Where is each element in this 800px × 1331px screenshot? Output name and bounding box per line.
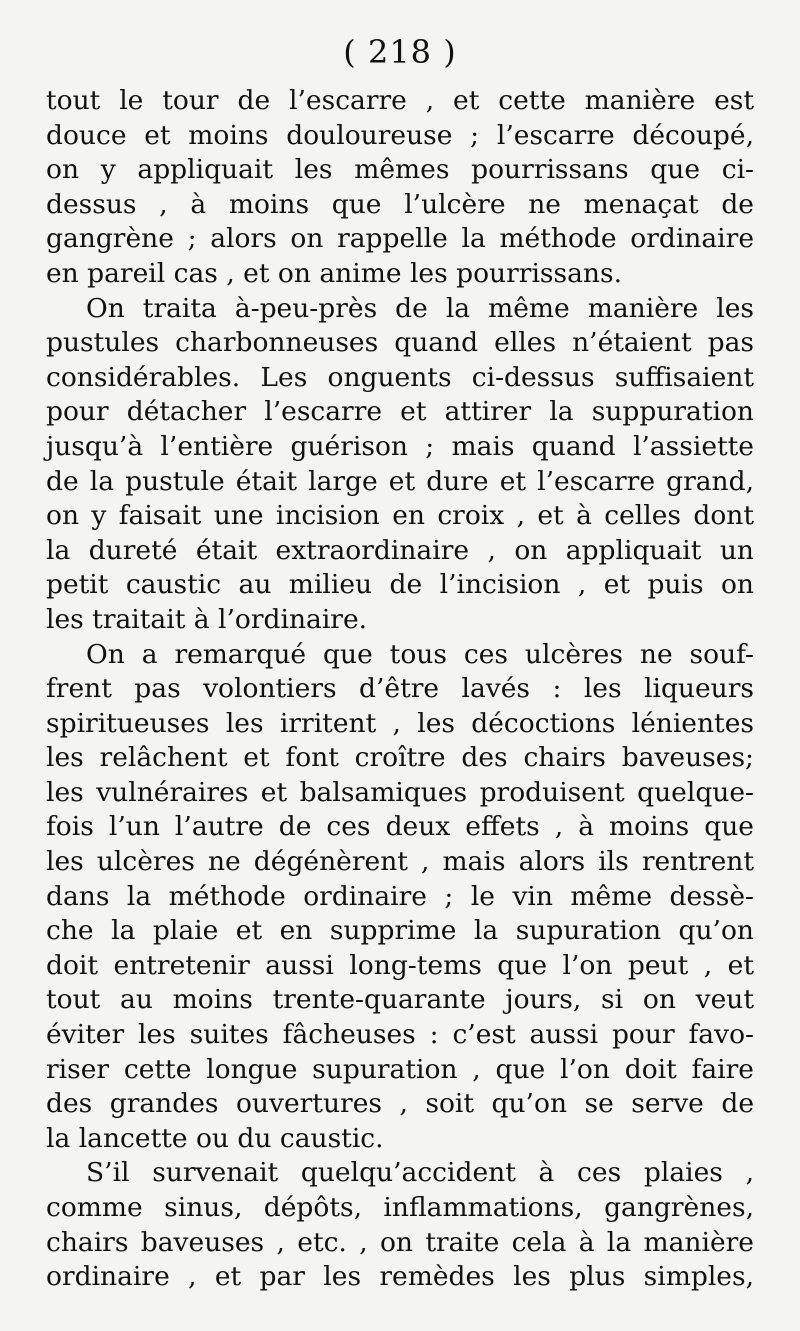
text-line: des grandes ouvertures , soit qu’on se serve de <box>46 1088 754 1120</box>
text-line: doit entretenir aussi long-tems que l’on peut , et <box>46 949 754 981</box>
text-line: tout le tour de l’escarre , et cette manière est <box>46 85 754 116</box>
text-line: che la plaie et en supprime la supuration qu’on <box>46 915 754 947</box>
text-line: jusqu’à l’entière guérison ; mais quand l’assiette <box>46 430 754 462</box>
text-line: chairs baveuses , etc. , on traite cela à la manière <box>46 1226 754 1258</box>
text-line: gangrène ; alors on rappelle la méthode ordinaire <box>46 223 754 255</box>
page-number: ( 218 ) <box>343 33 457 71</box>
text-line: douce et moins douloureuse ; l’escarre découpé, <box>46 119 754 151</box>
text-line: les ulcères ne dégénèrent , mais alors ils rentrent <box>46 846 754 878</box>
text-line: les traitait à l’ordinaire. <box>46 603 368 635</box>
text-line: de la pustule était large et dure et l’escarre grand, <box>46 465 754 497</box>
text-line: frent pas volontiers d’être lavés : les liqueurs <box>46 673 754 705</box>
text-line: comme sinus, dépôts, inflammations, gangrènes, <box>46 1192 754 1223</box>
text-line: les relâchent et font croître des chairs baveuses; <box>46 742 754 774</box>
text-line: en pareil cas , et on anime les pourrissans. <box>46 257 623 289</box>
body-text <box>46 84 754 1295</box>
text-line: on y appliquait les mêmes pourrissans que ci- <box>46 154 754 186</box>
text-line: dans la méthode ordinaire ; le vin même dessè- <box>46 880 754 912</box>
text-line: la dureté était extraordinaire , on appliquait un <box>46 534 754 566</box>
text-line: spiritueuses les irritent , les décoctions lénientes <box>46 707 754 739</box>
text-line: la lancette ou du caustic. <box>46 1122 384 1154</box>
text-line: éviter les suites fâcheuses : c’est aussi pour favo- <box>46 1019 754 1051</box>
text-line: pustules charbonneuses quand elles n’étaient pas <box>46 327 754 359</box>
text-line: riser cette longue supuration , que l’on doit faire <box>46 1053 754 1085</box>
text-line: On traita à-peu-près de la même manière les <box>86 292 754 324</box>
text-line: ordinaire , et par les remèdes les plus simples, <box>46 1261 754 1293</box>
text-line: dessus , à moins que l’ulcère ne menaçat de <box>46 188 754 220</box>
text-line: on y faisait une incision en croix , et à celles dont <box>46 500 754 532</box>
text-line: les vulnéraires et balsamiques produisent quelque- <box>46 776 754 808</box>
text-line: pour détacher l’escarre et attirer la suppuration <box>46 396 754 428</box>
text-line: S’il survenait quelqu’accident à ces plaies , <box>86 1157 754 1189</box>
text-line: tout au moins trente-quarante jours, si on veut <box>46 984 754 1016</box>
text-line: petit caustic au milieu de l’incision , et puis on <box>46 569 754 601</box>
text-line: considérables. Les onguents ci-dessus suffisaient <box>46 361 754 393</box>
text-line: On a remarqué que tous ces ulcères ne souf- <box>86 638 754 670</box>
text-line: fois l’un l’autre de ces deux effets , à moins que <box>46 811 754 843</box>
